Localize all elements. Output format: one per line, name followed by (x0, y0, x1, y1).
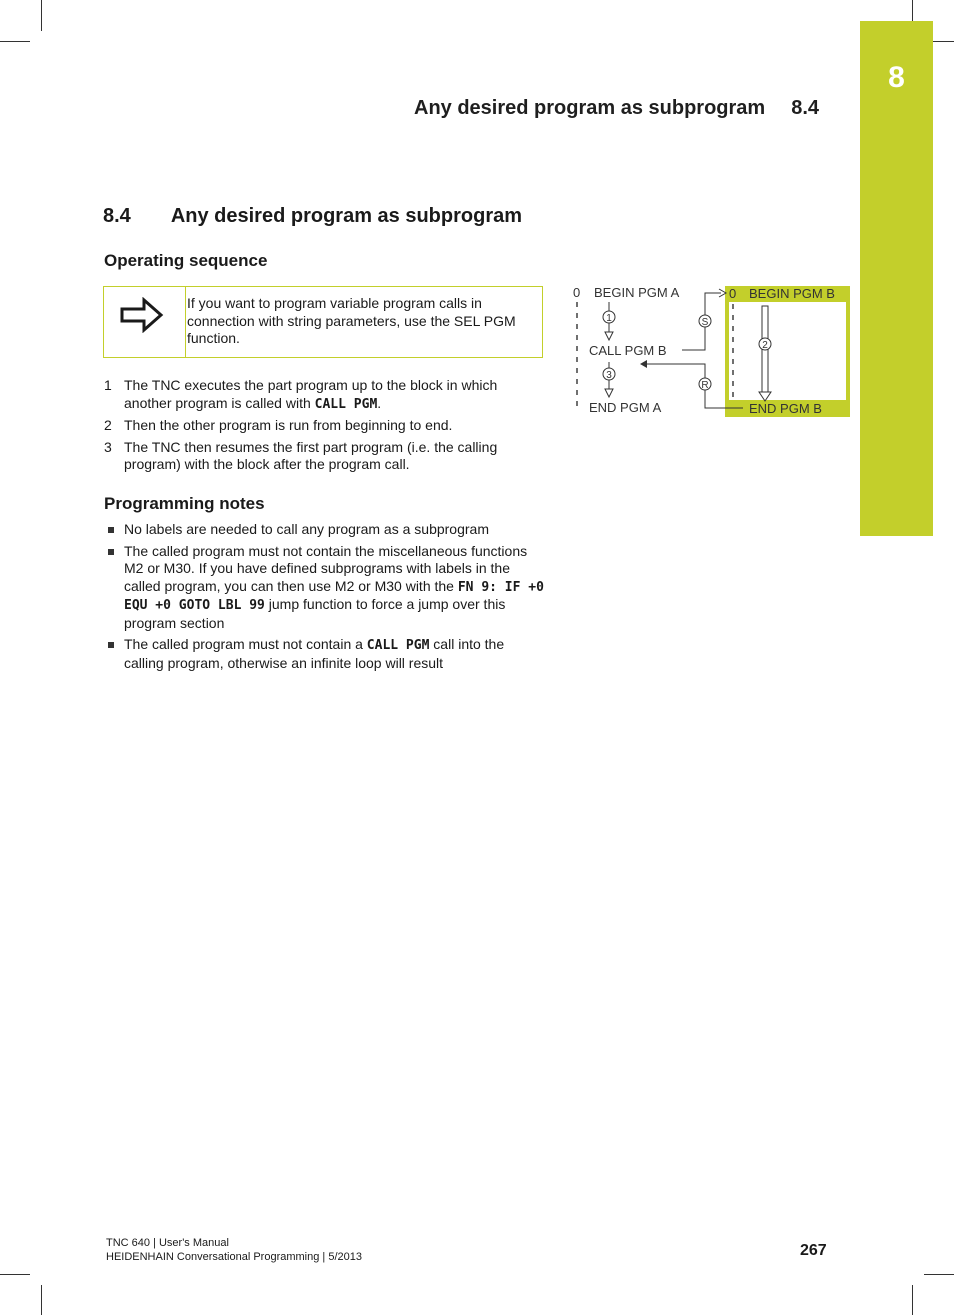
step-text-pre: The TNC executes the part program up to the block in which another program is called with (124, 377, 498, 411)
list-item (104, 543, 544, 633)
crop-mark (41, 1285, 42, 1315)
step-text: The TNC then resumes the first part program (i.e. the calling program) with the block after the program call. (124, 438, 498, 472)
bullet-text-pre: The called program must not contain a (124, 636, 367, 652)
running-header-number: 8.4 (791, 97, 820, 119)
page-number: 267 (800, 1242, 827, 1259)
bullet-icon (104, 521, 124, 539)
list-item (104, 377, 544, 413)
bullet-text-pre: The called program must not contain the miscellaneous functions M2 or M30. If you have defined subprograms with labels in the called program, you can then use M2 or M30 with the (124, 542, 528, 594)
footer-line-1: TNC 640 | User's Manual (106, 1237, 229, 1249)
chapter-number: 8 (888, 61, 905, 94)
step-number: 3 (104, 438, 112, 455)
note-divider (185, 287, 186, 357)
right-zero: 0 (729, 286, 737, 301)
step2-label: 2 (762, 340, 768, 351)
bullet-icon (104, 636, 124, 672)
step-number: 1 (104, 377, 112, 393)
left-zero: 0 (573, 285, 581, 300)
return-arrowhead (640, 360, 647, 368)
end-pgm-a: END PGM A (589, 400, 662, 415)
footer-line-2: HEIDENHAIN Conversational Programming | 5/2013 (106, 1251, 362, 1263)
step-text (124, 377, 544, 413)
list-item (104, 636, 544, 672)
end-pgm-b: END PGM B (749, 401, 822, 416)
footer (106, 1236, 362, 1264)
crop-mark (924, 1274, 954, 1275)
bullet-text: No labels are needed to call any program as a subprogram (124, 521, 489, 537)
step-number: 2 (104, 417, 112, 433)
crop-mark (0, 1274, 30, 1275)
begin-pgm-b: BEGIN PGM B (749, 286, 835, 301)
bullet-code: CALL PGM (366, 638, 430, 653)
step3-arrowhead (605, 389, 613, 397)
programming-notes-heading: Programming notes (104, 494, 265, 513)
bullet-text-post: jump function to force a jump over this program section (124, 596, 506, 631)
running-header-title: Any desired program as subprogram (414, 97, 766, 119)
list-item (104, 521, 544, 539)
step-text-post: . (377, 394, 382, 411)
list-item (104, 439, 544, 474)
bullet-text (124, 543, 544, 633)
list-item (104, 417, 544, 435)
crop-mark (0, 41, 30, 42)
note-text: If you want to program variable program calls in connection with string parameters, use the SEL PGM function. (187, 295, 516, 346)
section-title-text: Any desired program as subprogram (170, 205, 523, 227)
step1-arrowhead (605, 332, 613, 340)
step3-label: 3 (606, 370, 612, 381)
crop-mark (912, 1285, 913, 1315)
section-title (103, 205, 522, 228)
bullet-text-post: call into the calling program, otherwise an infinite loop will result (124, 636, 505, 671)
bullet-code: FN 9: IF +0 EQU +0 GOTO LBL 99 (124, 579, 544, 613)
chapter-tab (860, 21, 933, 536)
called-program-body (729, 302, 846, 400)
running-header (414, 97, 819, 120)
arrow-right-icon (120, 297, 164, 333)
begin-pgm-a: BEGIN PGM A (594, 285, 680, 300)
bullet-icon (104, 543, 124, 633)
section-number: 8.4 (103, 205, 131, 227)
step2-bar (762, 306, 768, 396)
step-text: Then the other program is run from beginning to end. (124, 417, 453, 433)
operating-sequence-heading: Operating sequence (104, 251, 268, 270)
operating-steps (104, 377, 544, 478)
call-pgm-b: CALL PGM B (589, 343, 667, 358)
subprogram-diagram (565, 280, 855, 425)
bullet-text (124, 636, 544, 672)
programming-notes-list (104, 521, 544, 676)
s-label: S (701, 317, 709, 328)
step-code: CALL PGM (314, 396, 378, 412)
crop-mark (41, 0, 42, 31)
note-box (103, 286, 543, 358)
r-label: R (701, 380, 709, 391)
step1-label: 1 (606, 313, 612, 324)
